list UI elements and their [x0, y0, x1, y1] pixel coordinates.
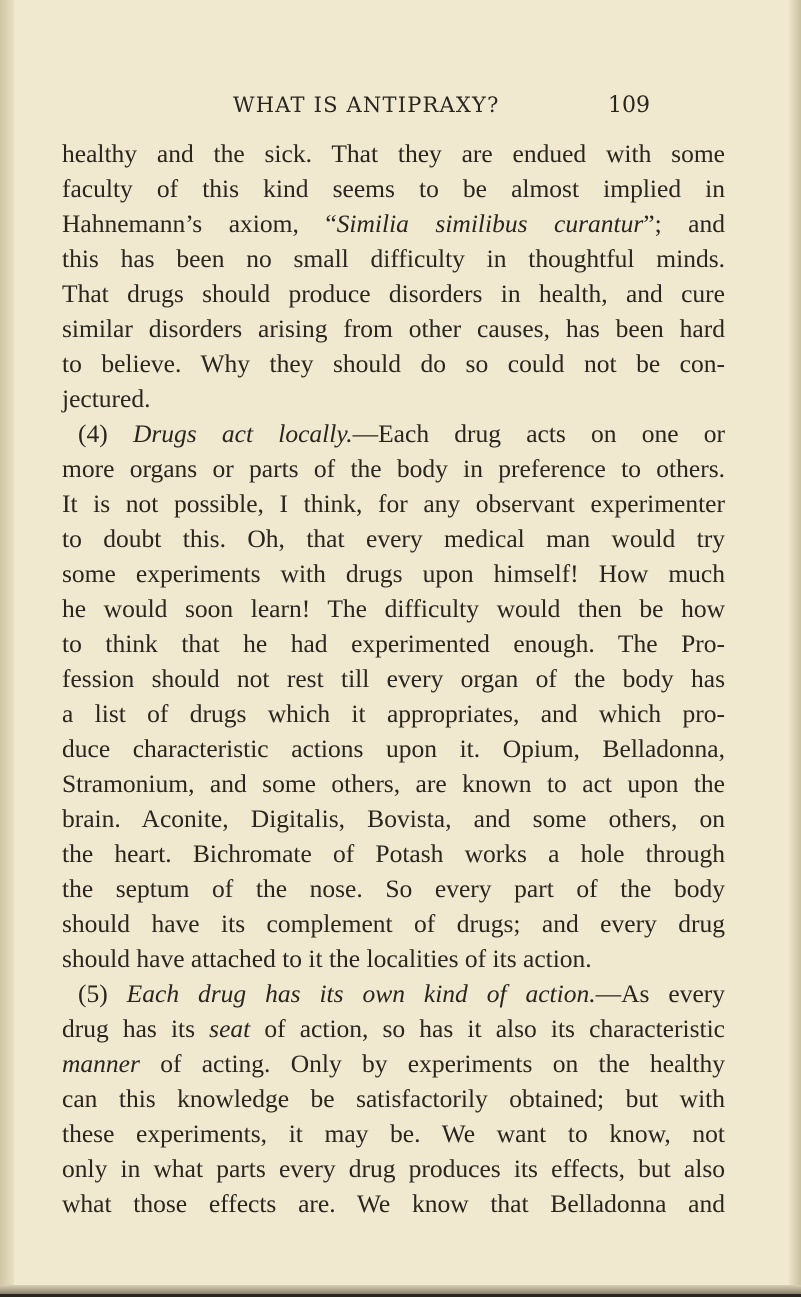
text-line: a list of drugs which it appropriates, and which pro-: [62, 699, 725, 728]
text-line: jectured.: [62, 384, 151, 413]
text-line: what those effects are. We know that Belladonna and: [62, 1189, 725, 1218]
text-line: drug has its seat of action, so has it also its characteristic: [62, 1014, 725, 1043]
text-line: similar disorders arising from other causes, has been hard: [62, 314, 725, 343]
text-line: fession should not rest till every organ of the body has: [62, 664, 725, 693]
text-line: the septum of the nose. So every part of the body: [62, 874, 725, 903]
text-line: should have attached to it the localities of its action.: [62, 944, 592, 973]
text-line: the heart. Bichromate of Potash works a hole through: [62, 839, 725, 868]
page-right-edge: [789, 0, 801, 1297]
page-left-edge: [0, 0, 14, 1297]
page-bottom-edge: [0, 1285, 801, 1297]
text-line: Hahnemann’s axiom, “Similia similibus curantur”; and: [62, 209, 725, 238]
text-line: brain. Aconite, Digitalis, Bovista, and some others, on: [62, 804, 725, 833]
text-line: more organs or parts of the body in preference to others.: [62, 454, 725, 483]
text-line: only in what parts every drug produces its effects, but also: [62, 1154, 725, 1183]
text-line: faculty of this kind seems to be almost implied in: [62, 174, 725, 203]
text-line: duce characteristic actions upon it. Opium, Belladonna,: [62, 734, 725, 763]
text-line: should have its complement of drugs; and every drug: [62, 909, 725, 938]
text-line: he would soon learn! The difficulty would then be how: [62, 594, 725, 623]
text-line: this has been no small difficulty in thoughtful minds.: [62, 244, 725, 273]
text-line: these experiments, it may be. We want to know, not: [62, 1119, 725, 1148]
section-heading-line: (4) Drugs act locally.—Each drug acts on one or: [78, 419, 725, 448]
section-heading-line: (5) Each drug has its own kind of action.—As every: [78, 979, 726, 1008]
text-line: to believe. Why they should do so could not be con-: [62, 349, 725, 378]
text-line: can this knowledge be satisfactorily obtained; but with: [62, 1084, 725, 1113]
text-line: It is not possible, I think, for any observant experimenter: [62, 489, 725, 518]
page-number: 109: [608, 93, 650, 118]
text-line: to doubt this. Oh, that every medical man would try: [62, 524, 725, 553]
text-line: some experiments with drugs upon himself! How much: [62, 559, 725, 588]
text-line: manner of acting. Only by experiments on the healthy: [62, 1049, 725, 1078]
text-line: healthy and the sick. That they are endued with some: [62, 139, 725, 168]
running-title: WHAT IS ANTIPRAXY?: [233, 93, 500, 117]
text-line: Stramonium, and some others, are known to act upon the: [62, 769, 725, 798]
text-line: to think that he had experimented enough. The Pro-: [62, 629, 725, 658]
text-line: That drugs should produce disorders in health, and cure: [62, 279, 725, 308]
